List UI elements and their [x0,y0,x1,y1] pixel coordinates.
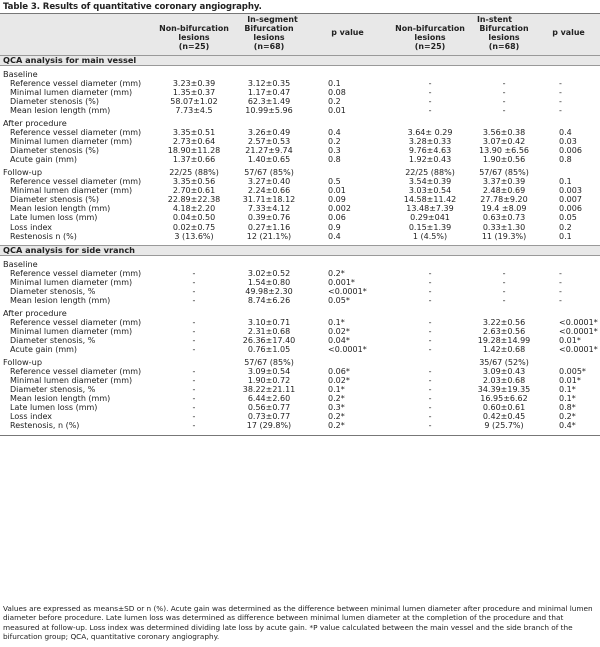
table-cell: 0.1 [328,78,341,88]
row-label: Restenosis n (%) [10,231,77,241]
table-cell: 17 (29.8%) [246,421,292,431]
table-cell: - [559,96,562,106]
table-cell: 0.02* [328,376,350,386]
followup-count [537,168,600,177]
table-header [0,14,600,56]
table-cell: 13.48±7.39 [406,204,454,214]
table-cell: 31.71±18.12 [242,195,296,205]
row-label: Mean lesion length (mm) [10,204,111,214]
table-cell: 3.09±0.43 [482,367,526,377]
table-cell: 0.2* [559,412,576,422]
col-header-nonbif-segment: Non-bifurcation lesions [159,24,229,42]
table-cell: 2.70±0.61 [172,186,216,196]
table-cell: 2.73±0.64 [172,137,216,147]
table-row [0,394,600,403]
followup-count [389,358,471,367]
table-row [0,88,600,97]
table-cell: <0.0001* [559,317,598,327]
row-label: Loss index [10,222,52,232]
table-cell: 0.4* [559,421,576,431]
table-cell: - [559,78,562,88]
table-cell: 0.01 [328,105,346,115]
row-label: Reference vessel diameter (mm) [10,78,142,88]
table-cell: 0.1* [559,394,576,404]
table-cell: - [428,345,432,355]
row-label: Reference vessel diameter (mm) [10,317,142,327]
table-row [0,106,600,115]
header-group-instent: In-stent [477,15,513,25]
table-cell: 1.40±0.65 [247,155,291,165]
table-cell: 0.05* [328,295,350,305]
table-cell: 0.02* [328,326,350,336]
table-row [0,146,600,155]
table-cell: 3 (13.6%) [174,231,214,241]
table-cell: 2.48±0.69 [482,186,526,196]
followup-count [156,358,232,367]
table-cell: - [559,295,562,305]
table-cell: 58.07±1.02 [170,96,218,106]
row-label: Mean lesion length (mm) [10,105,111,115]
table-cell: - [502,105,506,115]
col-n-nonbif-segment: (n=25) [178,41,210,51]
table-cell: 0.2 [328,137,341,147]
table-cell: 0.63±0.73 [482,213,526,223]
table-cell: 0.1 [559,177,572,187]
table-row [0,79,600,88]
table-cell: 1.54±0.80 [247,277,291,287]
row-label: Minimal lumen diameter (mm) [10,326,133,336]
table-row [0,204,600,213]
table-cell: 0.003 [559,186,582,196]
table-cell: - [428,105,432,115]
table-cell: 6.44±2.60 [247,394,291,404]
table-cell: 1.92±0.43 [408,155,452,165]
table-cell: 19.4 ±8.09 [481,204,527,214]
table-cell: - [428,268,432,278]
table-cell: - [428,394,432,404]
table-cell: 0.01* [559,376,581,386]
row-label: Minimal lumen diameter (mm) [10,277,133,287]
row-label: Reference vessel diameter (mm) [10,367,142,377]
table-cell: - [428,403,432,413]
table-cell: 0.007 [559,195,582,205]
table-cell: 0.2* [328,268,345,278]
table-cell: 13.90 ±6.56 [479,146,529,156]
table-cell: 0.04±0.50 [172,213,216,223]
table-cell: 4.18±2.20 [172,204,216,214]
qca-results-table [0,13,600,436]
table-cell: 1.90±0.72 [247,376,291,386]
table-cell: 0.39±0.76 [247,213,291,223]
row-label: Reference vessel diameter (mm) [10,177,142,187]
subsection-label: Follow-up [3,168,43,178]
table-cell: 0.1* [328,385,345,395]
col-header-pvalue-stent: p value [552,28,585,38]
followup-count [306,358,389,367]
table-cell: 0.27±1.16 [247,222,291,232]
row-label: Acute gain (mm) [10,345,78,355]
table-cell: 0.01 [328,186,346,196]
col-header-bif-stent: Bifurcation lesions [479,24,529,42]
table-cell: 3.12±0.35 [247,78,291,88]
table-cell: 0.8* [559,403,576,413]
table-cell: 3.09±0.54 [247,367,291,377]
table-cell: 1.90±0.56 [482,155,526,165]
table-cell: - [502,268,506,278]
table-cell: 3.07±0.42 [482,137,526,147]
table-cell: - [428,326,432,336]
table-cell: 0.02±0.75 [172,222,216,232]
table-cell: - [192,277,196,287]
table-cell: - [428,317,432,327]
table-cell: - [192,286,196,296]
table-cell: - [502,277,506,287]
followup-count: 57/67 (85%) [244,168,294,178]
table-cell: 11 (19.3%) [481,231,527,241]
table-cell: <0.0001* [328,345,367,355]
table-cell: 3.10±0.71 [247,317,291,327]
table-cell: 16.95±6.62 [480,394,528,404]
table-cell: 1.37±0.66 [172,155,216,165]
table-cell: 0.73±0.77 [247,412,291,422]
table-cell: 8.74±6.26 [247,295,291,305]
table-cell: 3.35±0.51 [172,128,216,138]
table-row [0,367,600,376]
table-cell: 1 (4.5%) [412,231,448,241]
table-title: Table 3. Results of quantitative coronary angiography. [3,2,262,12]
table-cell: 0.08 [328,87,346,97]
table-cell: - [559,277,562,287]
table-row [0,385,600,394]
table-cell: <0.0001* [559,345,598,355]
table-cell: 3.28±0.33 [408,137,452,147]
table-row [0,269,600,278]
row-label: Diameter stenosis (%) [10,146,100,156]
table-cell: 0.1* [328,317,345,327]
table-cell: 0.33±1.30 [482,222,526,232]
followup-count: 22/25 (88%) [405,168,455,178]
table-cell: 0.8 [328,155,341,165]
table-row [0,155,600,164]
table-cell: 34.39±19.35 [477,385,531,395]
table-row [0,403,600,412]
table-cell: - [192,317,196,327]
table-cell: 49.98±2.30 [245,286,293,296]
table-cell: 21.27±9.74 [245,146,293,156]
subsection-label: Follow-up [3,358,43,368]
table-cell: 0.2 [328,96,341,106]
table-body [0,55,600,435]
table-cell: 0.3* [328,403,345,413]
table-row [0,213,600,222]
col-header-bif-segment: Bifurcation lesions [244,24,294,42]
table-row [0,128,600,137]
table-cell: - [428,96,432,106]
subsection-label: After procedure [3,119,67,128]
section-title: QCA analysis for main vessel [0,55,600,65]
section-title: QCA analysis for side vranch [0,245,600,255]
table-cell: - [502,96,506,106]
table-cell: 3.26±0.49 [247,128,291,138]
table-cell: 3.27±0.40 [247,177,291,187]
table-cell: 3.22±0.56 [482,317,526,327]
table-cell: 0.06* [328,367,350,377]
table-cell: 0.8 [559,155,572,165]
followup-count: 57/67 (85%) [244,358,294,368]
table-cell: 12 (21.1%) [246,231,292,241]
table-cell: 0.4 [328,128,341,138]
row-label: Minimal lumen diameter (mm) [10,87,133,97]
table-cell: 1.35±0.37 [172,87,216,97]
table-cell: - [192,403,196,413]
table-cell: - [192,336,196,346]
table-row [0,345,600,354]
table-cell: 0.2* [328,421,345,431]
col-n-bif-stent: (n=68) [488,41,520,51]
table-cell: 3.54±0.39 [408,177,452,187]
table-row [0,278,600,287]
table-cell: 62.3±1.49 [247,96,291,106]
table-cell: - [192,412,196,422]
table-cell: 38.22±21.11 [242,385,296,395]
table-cell: 0.29±041 [410,213,450,223]
table-cell: 0.1 [559,231,572,241]
table-cell: - [428,367,432,377]
table-cell: 0.3 [328,146,341,156]
table-cell: 7.33±4.12 [247,204,291,214]
table-cell: - [192,376,196,386]
table-cell: 10.99±5.96 [245,105,293,115]
table-cell: - [192,345,196,355]
table-cell: - [428,412,432,422]
row-label: Minimal lumen diameter (mm) [10,186,133,196]
followup-count [537,358,600,367]
col-header-nonbif-stent: Non-bifurcation lesions [395,24,465,42]
table-cell: - [428,336,432,346]
col-n-bif-segment: (n=68) [253,41,285,51]
table-cell: - [428,286,432,296]
table-cell: 3.02±0.52 [247,268,291,278]
table-row [0,327,600,336]
table-row [0,296,600,305]
table-cell: 0.005* [559,367,586,377]
table-cell: 0.60±0.61 [482,403,526,413]
table-cell: 0.05 [559,213,577,223]
row-label: Acute gain (mm) [10,155,78,165]
row-label: Loss index [10,412,52,422]
table-cell: <0.0001* [559,326,598,336]
table-cell: - [428,385,432,395]
table-cell: 0.01* [559,336,581,346]
table-row [0,186,600,195]
table-cell: - [428,277,432,287]
table-cell: - [502,286,506,296]
table-cell: 22.89±22.38 [167,195,221,205]
table-cell: 9.76±4.63 [408,146,452,156]
table-row [0,336,600,345]
table-cell: 0.09 [328,195,346,205]
table-cell: 9 (25.7%) [484,421,524,431]
table-cell: 0.002 [328,204,351,214]
table-cell: - [502,78,506,88]
table-cell: 0.4 [559,128,572,138]
table-cell: 0.15±1.39 [408,222,452,232]
row-label: Diameter stenosis (%) [10,96,100,106]
followup-count: 57/67 (85%) [479,168,529,178]
row-label: Restenosis, n (%) [10,421,80,431]
table-cell: - [559,87,562,97]
table-cell: 0.2* [328,412,345,422]
table-cell: - [428,295,432,305]
table-cell: - [192,367,196,377]
table-cell: 0.006 [559,146,582,156]
row-label: Late lumen loss (mm) [10,213,98,223]
table-cell: 2.03±0.68 [482,376,526,386]
row-label: Diameter stenosis, % [10,286,96,296]
table-cell: 3.03±0.54 [408,186,452,196]
table-cell: - [428,87,432,97]
table-cell: 18.90±11.28 [167,146,221,156]
table-cell: 0.1* [559,385,576,395]
table-cell: <0.0001* [328,286,367,296]
row-label: Mean lesion length (mm) [10,394,111,404]
table-cell: 0.03 [559,137,577,147]
table-cell: 0.56±0.77 [247,403,291,413]
table-cell: 0.76±1.05 [247,345,291,355]
table-cell: 0.2* [328,394,345,404]
row-label: Minimal lumen diameter (mm) [10,376,133,386]
table-cell: 0.2 [559,222,572,232]
table-cell: - [559,286,562,296]
row-label: Reference vessel diameter (mm) [10,268,142,278]
table-cell: 14.58±11.42 [403,195,457,205]
header-group-insegment: In-segment [247,15,298,25]
table-cell: 0.006 [559,204,582,214]
table-cell: 0.001* [328,277,355,287]
table-cell: 0.5 [328,177,341,187]
table-cell: 1.42±0.68 [482,345,526,355]
table-row [0,97,600,106]
table-cell: - [192,385,196,395]
table-cell: - [559,105,562,115]
row-label: Diameter stenosis (%) [10,195,100,205]
table-footnote: Values are expressed as means±SD or n (%). Acute gain was determined as the difference between minimal lumen diameter after procedure and minimal lumen diameter before procedure. Late lumen loss was determined as difference between minimal lumen diameter at the completion of the procedure and that measured at follow-up. Loss index was determined dividing late loss by acute gain. *P value calculated between the main vessel and the side branch of the bifurcation group; QCA, quantitative coronary angiography. [3,604,593,642]
table-cell: 0.9 [328,222,341,232]
table-cell: 2.57±0.53 [247,137,291,147]
table-cell: 2.24±0.66 [247,186,291,196]
table-row [0,412,600,421]
table-cell: - [428,78,432,88]
row-label: Diameter stenosis, % [10,336,96,346]
table-row [0,376,600,385]
table-cell: - [428,376,432,386]
subsection-label: Baseline [3,69,38,79]
table-row [0,195,600,204]
table-row [0,421,600,430]
col-n-nonbif-stent: (n=25) [414,41,446,51]
table-cell: 3.64± 0.29 [407,128,453,138]
table-cell: 27.78±9.20 [480,195,528,205]
col-header-pvalue-segment: p value [331,28,364,38]
subsection-label: Baseline [3,259,38,269]
row-label: Mean lesion length (mm) [10,295,111,305]
table-cell: - [428,421,432,431]
row-label: Reference vessel diameter (mm) [10,128,142,138]
followup-count: 35/67 (52%) [479,358,529,368]
table-cell: - [192,394,196,404]
followup-count [306,168,389,177]
table-cell: 2.31±0.68 [247,326,291,336]
table-row [0,287,600,296]
row-label: Late lumen loss (mm) [10,403,98,413]
row-label: Minimal lumen diameter (mm) [10,137,133,147]
table-cell: - [192,268,196,278]
table-cell: 1.17±0.47 [247,87,291,97]
table-cell: 3.56±0.38 [482,128,526,138]
table-cell: 3.23±0.39 [172,78,216,88]
table-cell: 2.63±0.56 [482,326,526,336]
table-row [0,177,600,186]
table-row [0,137,600,146]
table-cell: 0.4 [328,231,341,241]
table-cell: 0.04* [328,336,350,346]
qca-table-wrapper [0,13,600,436]
table-cell: 3.35±0.56 [172,177,216,187]
table-cell: 26.36±17.40 [242,336,296,346]
table-row [0,232,600,241]
table-cell: 19.28±14.99 [477,336,531,346]
table-cell: - [192,421,196,431]
table-cell: - [559,268,562,278]
table-cell: - [192,326,196,336]
table-cell: - [502,295,506,305]
table-row [0,318,600,327]
table-cell: - [192,295,196,305]
table-cell: 3.37±0.39 [482,177,526,187]
table-cell: 0.42±0.45 [482,412,526,422]
followup-count: 22/25 (88%) [169,168,219,178]
table-cell: 0.06 [328,213,346,223]
table-cell: 7.73±4.5 [175,105,213,115]
row-label: Diameter stenosis, % [10,385,96,395]
table-row [0,223,600,232]
subsection-label: After procedure [3,308,67,318]
table-cell: - [502,87,506,97]
